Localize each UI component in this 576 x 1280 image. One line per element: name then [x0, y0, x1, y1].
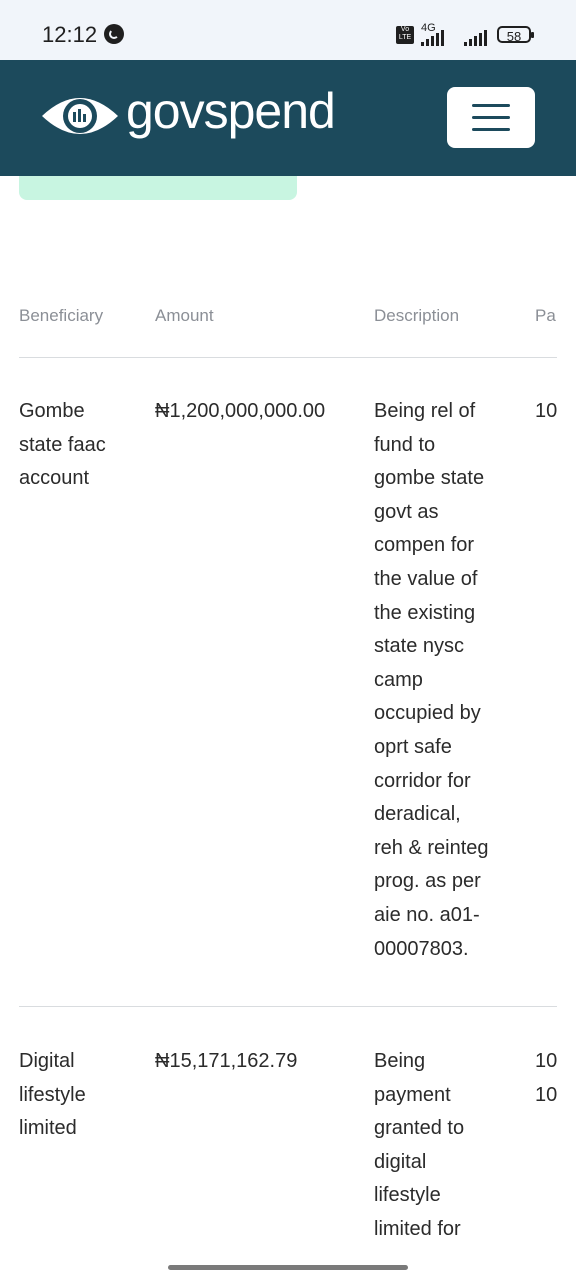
pa-cell: 10	[535, 400, 558, 422]
description-cell: Being rel of fund to gombe state govt as compen for the value of the existing state nysc camp occupied by oprt safe corridor for deradical, reh & reinteg prog. as per aie no. a01- 00007803.	[374, 400, 489, 960]
column-header-amount: Amount	[155, 306, 214, 325]
column-header-pa: Pa	[535, 306, 556, 325]
status-time: 12:12	[42, 22, 98, 47]
beneficiary-cell: Gombe state faac account	[19, 400, 106, 490]
signal-icon-2	[464, 28, 489, 44]
gesture-navigation-bar[interactable]	[168, 1265, 408, 1270]
eye-logo-icon[interactable]	[40, 88, 120, 144]
amount-cell: ₦15,171,162.79	[155, 1050, 298, 1072]
header-divider	[19, 357, 557, 358]
battery-icon: 58	[497, 26, 531, 43]
column-header-description: Description	[374, 306, 460, 325]
hamburger-menu-button[interactable]	[447, 87, 535, 148]
column-header-beneficiary: Beneficiary	[19, 306, 104, 325]
description-cell: Being payment granted to digital lifestyle limited for	[374, 1050, 465, 1240]
brand-name[interactable]: govspend	[126, 83, 335, 139]
pa-cell: 10 10	[535, 1050, 558, 1106]
beneficiary-cell: Digital lifestyle limited	[19, 1050, 86, 1140]
signal-icon	[421, 28, 446, 44]
network-type-label: 4G	[421, 22, 436, 34]
green-banner	[19, 176, 297, 200]
call-icon	[104, 24, 124, 44]
amount-cell: ₦1,200,000,000.00	[155, 400, 326, 422]
row-divider	[19, 1006, 557, 1007]
status-bar	[0, 0, 576, 60]
volte-icon: Vo LTE	[396, 26, 414, 44]
